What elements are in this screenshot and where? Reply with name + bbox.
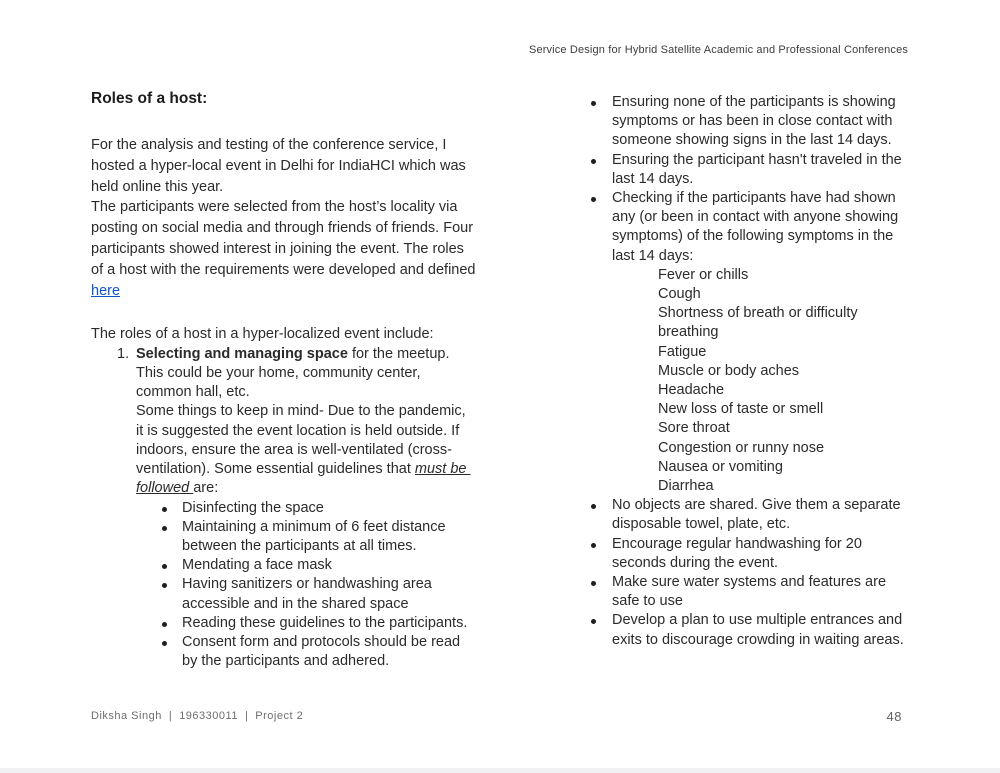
bullet-icon xyxy=(162,526,167,531)
footer-part: Project 2 xyxy=(255,710,304,722)
page-edge-strip xyxy=(0,768,1000,773)
guideline-list-item xyxy=(136,556,476,575)
guideline-list-item xyxy=(136,633,476,671)
checklist-text: Checking if the participants have had shown any (or been in contact with anyone showing symptoms) of the following symptoms in the last 14 days: xyxy=(612,190,899,264)
intro-paragraph xyxy=(91,135,476,301)
bullet-icon xyxy=(591,619,596,624)
intro-paragraph-line-group-1: For the analysis and testing of the conference service, I hosted a hyper-local event in Delhi for IndiaHCI which was held online this year. xyxy=(91,137,466,195)
symptom-list xyxy=(583,266,913,496)
bullet-icon xyxy=(162,564,167,569)
guideline-text: Disinfecting the space xyxy=(182,499,324,516)
guideline-text: Reading these guidelines to the participants. xyxy=(182,614,468,631)
checklist-item xyxy=(583,573,913,611)
bullet-icon xyxy=(591,581,596,586)
guideline-text: Having sanitizers or handwashing area accessible and in the shared space xyxy=(182,576,432,612)
bullet-icon xyxy=(162,622,167,627)
numbered-item-1 xyxy=(91,345,476,671)
item-lead-rest: for the meetup. This could be your home, community center, common hall, etc. xyxy=(136,345,450,401)
item-lead-bold: Selecting and managing space xyxy=(136,345,348,362)
here-link[interactable]: here xyxy=(91,282,121,299)
intro-paragraph-text: The participants were selected from the host’s locality via posting on social media and through friends of friends. Four participants showed interest in joining the event. The roles of a host with the requirements were developed and defined xyxy=(91,199,476,278)
symptom-item: Sore throat xyxy=(658,420,730,437)
footer-part: Diksha Singh xyxy=(91,710,162,722)
checklist-bullet-list-bottom xyxy=(583,496,913,650)
footer-author-info xyxy=(91,710,303,722)
guideline-list-item xyxy=(136,614,476,633)
symptom-item: Shortness of breath or difficulty breathing xyxy=(658,305,858,341)
symptom-item: Diarrhea xyxy=(658,478,714,495)
guideline-text: Mendating a face mask xyxy=(182,557,332,574)
guideline-list-item xyxy=(136,575,476,613)
checklist-bullet-list-top xyxy=(583,93,913,266)
symptom-item: Nausea or vomiting xyxy=(658,458,783,475)
section-heading: Roles of a host: xyxy=(91,90,208,107)
footer-part: | xyxy=(244,710,249,722)
item-note-emphasis: must be followed xyxy=(136,461,471,497)
left-column xyxy=(91,90,476,671)
item-note-prefix: Some things to keep in mind- Due to the pandemic, it is suggested the event location is held outside. If indoors, ensure the area is well-ventilated (cross-ventilation). Some essential guidelines that xyxy=(136,403,466,478)
bullet-icon xyxy=(591,159,596,164)
guideline-list-item xyxy=(136,518,476,556)
checklist-text: Make sure water systems and features are safe to use xyxy=(612,574,887,610)
bullet-icon xyxy=(591,101,596,106)
item-note-suffix: are: xyxy=(193,480,219,497)
guideline-text: Maintaining a minimum of 6 feet distance between the participants at all times. xyxy=(182,518,446,554)
item-body xyxy=(136,345,476,671)
symptom-item: Cough xyxy=(658,286,701,303)
checklist-text: Ensuring the participant hasn't traveled in the last 14 days. xyxy=(612,151,902,187)
checklist-text: No objects are shared. Give them a separate disposable towel, plate, etc. xyxy=(612,497,901,533)
symptom-item: Fever or chills xyxy=(658,266,749,283)
checklist-item xyxy=(583,189,913,266)
bullet-icon xyxy=(162,583,167,588)
intro-paragraph-line-group-2 xyxy=(91,197,476,301)
checklist-text: Develop a plan to use multiple entrances and exits to discourage crowding in waiting areas. xyxy=(612,612,904,648)
bullet-icon xyxy=(591,543,596,548)
checklist-item xyxy=(583,151,913,189)
checklist-text: Ensuring none of the participants is showing symptoms or has been in close contact with someone showing signs in the last 14 days. xyxy=(612,94,896,149)
guideline-text: Consent form and protocols should be read by the participants and adhered. xyxy=(182,633,461,670)
symptom-item: New loss of taste or smell xyxy=(658,401,824,418)
guideline-list-item xyxy=(136,499,476,518)
checklist-item xyxy=(583,535,913,573)
symptom-item: Congestion or runny nose xyxy=(658,439,825,456)
guideline-bullet-list xyxy=(136,499,476,672)
checklist-text: Encourage regular handwashing for 20 seconds during the event. xyxy=(612,535,862,571)
item-number: 1. xyxy=(117,345,130,362)
footer-part: 196330011 xyxy=(179,710,238,722)
checklist-item xyxy=(583,93,913,151)
right-column xyxy=(583,93,913,650)
bullet-icon xyxy=(591,504,596,509)
bullet-icon xyxy=(591,197,596,202)
page-number: 48 xyxy=(886,709,902,724)
symptom-item: Headache xyxy=(658,382,725,399)
checklist-item xyxy=(583,611,913,649)
checklist-item xyxy=(583,496,913,534)
item-note xyxy=(136,402,476,498)
bullet-icon xyxy=(162,507,167,512)
running-header: Service Design for Hybrid Satellite Academic and Professional Conferences xyxy=(528,44,908,56)
symptom-item: Muscle or body aches xyxy=(658,362,800,379)
symptom-item: Fatigue xyxy=(658,343,707,360)
footer-part: | xyxy=(168,710,173,722)
roles-list-intro: The roles of a host in a hyper-localized event include: xyxy=(91,326,434,343)
bullet-icon xyxy=(162,641,167,646)
